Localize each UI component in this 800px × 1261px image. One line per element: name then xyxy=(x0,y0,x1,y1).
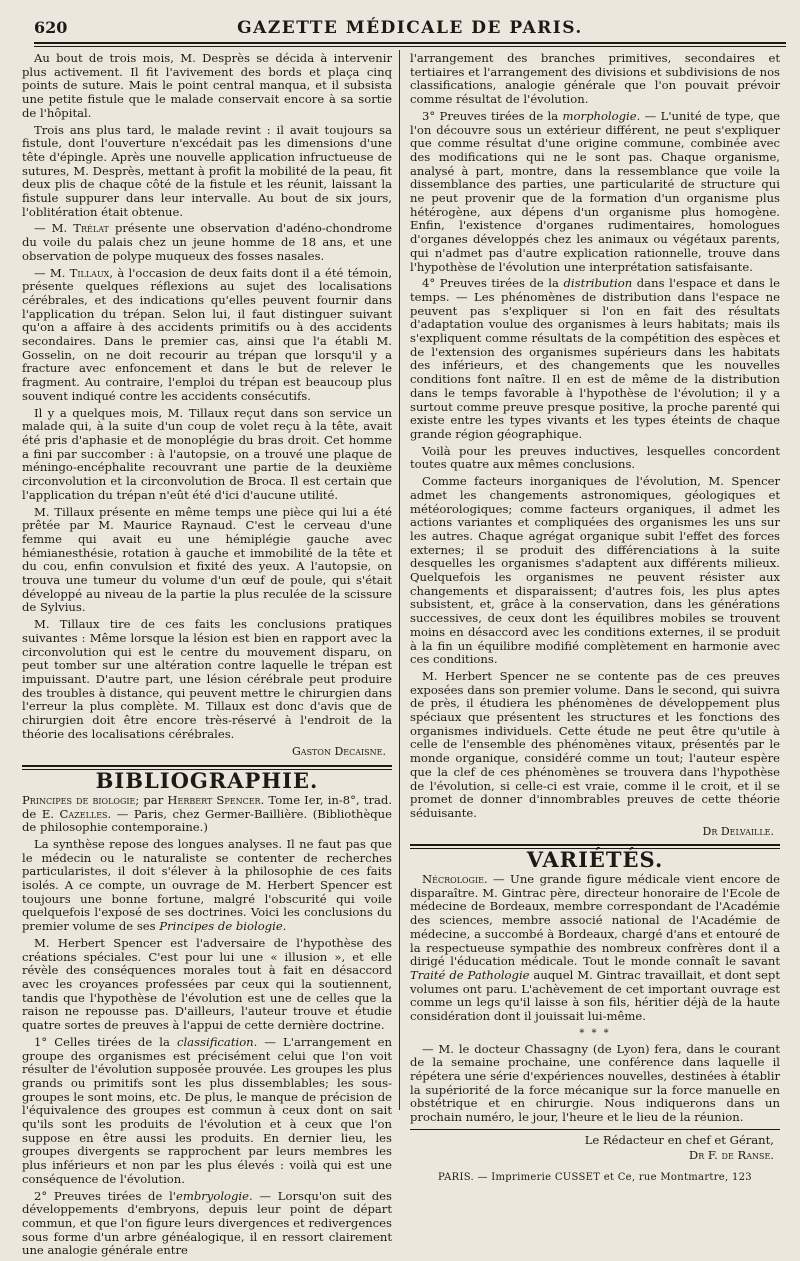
paragraph: Trois ans plus tard, le malade revint : il avait toujours sa fistule, dont l'ouverture n'excédait pas les dimensions d'une tête d'épingle. Après une nouvelle application infructueuse de sutures, M. Desprès, mettant à profit la mobilité de la peau, fit deux plis de chaque côté de la fistule et les réunit, laissant la fistule suppurer dans leur intervalle. Au bout de six jours, l'oblitération était obtenue. xyxy=(22,122,392,219)
paragraph xyxy=(22,838,392,934)
paragraph: Voilà pour les preuves inductives, lesquelles concordent toutes quatre aux mêmes conclusions. xyxy=(410,443,780,472)
paragraph: — M. Trélat présente une observation d'adéno-chondrome du voile du palais chez un jeune homme de 18 ans, et une observation de polype muqueux des fosses nasales. xyxy=(22,221,393,263)
paragraph-text: 4° Preuves tirées de la xyxy=(422,276,564,291)
paragraph-text: — L'unité de type, que l'on découvre sous un extérieur différent, ne peut s'expliquer que comme résultat d'une origine commune, combinée avec des modifications qui ne le sont pas. Chaque organisme, analysé à part, montre, dans la ressemblance que voile la dissemblance des parties, une particularité de structure qui ne peut provenir que de la formation d'un organisme plus hétérogène, aux dépens d'un organisme plus homogène. Enfin, l'existence d'organes rudimentaires, homologues d'organes développés chez les animaux ou végétaux parents, qui n'admet pas d'autre explication rationnelle, trouve dans l'hypothèse de l'évolution une interprétation satisfaisante. xyxy=(410,108,780,274)
paragraph xyxy=(410,110,780,274)
paragraph-text: 2° Preuves tirées de l' xyxy=(34,1188,176,1203)
paragraph-text: dans l'espace et dans le temps. — Les phénomènes de distribution dans l'espace ne peuvent pas s'expliquer si l'on en fait des résultats d'adaptation voulue des organismes à leurs habitats; mais ils s'expliquent comme résultats de la compétition des espèces et de l'extension des organismes supérieurs dans les habitats des inférieurs, et des changements que les nouvelles conditions font naître. Il en est de même de la distribution dans le temps favorable à l'hypothèse de l'évolution; il y a surtout comme preuve presque positive, la proche parenté qui existe entre les types vivants et les types éteints de chaque grande région géographique. xyxy=(410,276,780,441)
book-title: Principes de biologie xyxy=(22,792,136,807)
paragraph xyxy=(410,277,780,441)
editor-line: Le Rédacteur en chef et Gérant, xyxy=(584,1132,774,1147)
paragraph-text: auquel M. Gintrac travaillait, et dont sept volumes ont paru. L'achèvement de cet important ouvrage est comme un legs qu'il laisse à son fils, héritier déjà de la haute considération dont il jouissait lui-même. xyxy=(410,968,780,1024)
paragraph: — M. le docteur Chassagny (de Lyon) fera, dans le courant de la semaine prochaine, une conférence dans laquelle il répétera une série d'expériences nouvelles, destinées à établir la supériorité de la force mécanique sur la force manuelle en obstétrique et en chirurgie. Nous indiquerons dans un prochain numéro, le jour, l'heure et le lieu de la réunion. xyxy=(410,1041,780,1125)
asterism: * * * xyxy=(579,1027,611,1039)
rubric-label: Nécrologie. xyxy=(422,872,488,887)
paragraph xyxy=(22,1190,392,1259)
journal-title: GAZETTE MÉDICALE DE PARIS. xyxy=(237,18,583,38)
paragraph: Au bout de trois mois, M. Desprès se décida à intervenir plus activement. Il fit l'avivement des bords et plaça cinq points de suture. Mais le point central manqua, et il subsista une petite fistule que le malade conservait encore à sa sortie de l'hôpital. xyxy=(22,51,392,120)
book-author: Herbert Spencer xyxy=(167,792,261,807)
person-name: M. Tillaux, xyxy=(49,265,114,280)
term-italic: morphologie. xyxy=(562,108,641,123)
ref-text: . Tome Ier, in-8°, trad. de xyxy=(22,792,393,821)
author-signature: Dr Delvaille. xyxy=(702,824,774,838)
paragraph-text: présente une observation d'adéno-chondrome du voile du palais chez un jeune homme de 18 ans, et une observation de polype muqueux des fosses nasales. xyxy=(22,221,393,263)
paragraph-text: La synthèse repose des longues analyses. Il ne faut pas que le médecin ou le naturaliste se contenter de recherches particularistes, il doit s'élever à la philosophie de ces faits isolés. A ce compte, un ouvrage de M. Herbert Spencer est toujours une bonne fortune, malgré l'obscurité qui voile quelquefois l'exposé de ses doctrines. Voici les conclusions du premier volume de ses xyxy=(22,836,392,934)
term-italic: embryologie. xyxy=(175,1188,253,1203)
page-header xyxy=(34,16,786,40)
paragraph-text: 3° Preuves tirées de la xyxy=(422,108,563,123)
author-signature: Gaston Decaisne. xyxy=(292,745,386,759)
printer-imprint: PARIS. — Imprimerie CUSSET et Ce, rue Montmartre, 123 xyxy=(438,1172,752,1184)
paragraph-text: — Une grande figure médicale vient encore de disparaître. M. Gintrac père, directeur honoraire de l'Ecole de médecine de Bordeaux, membre correspondant de l'Académie des sciences, membre associé national de l'Académie de médecine, a succombé à Bordeaux, chargé d'ans et entouré de la respectueuse sympathie des nombreux confrères dont il a dirigé l'éducation médicale. Tout le monde connaît le savant xyxy=(410,872,780,969)
paragraph-text: — L'arrangement en groupe des organismes est précisément celui que l'on voit résulter de l'évolution supposée prouvée. Les groupes les plus grands ou primitifs sont les plus dissemblables; les sous-groupes le sont moins, etc. De plus, le manque de précision de l'équivalence des groupes est commun à ceux dont on sait qu'ils sont les produits de l'évolution et à ceux que l'on suppose en être aussi les produits. En dernier lieu, les groupes divergents se rapprochent par leurs membres les plus inférieurs et non par les plus élevés : voilà qui est une conséquence de l'évolution. xyxy=(22,1034,392,1186)
editor-name: Dr F. de Ranse. xyxy=(688,1148,774,1163)
ref-text: . — Paris, chez Germer-Baillière. (Bibliothèque de philosophie contemporaine.) xyxy=(22,806,392,835)
term-italic: classification. xyxy=(176,1034,258,1049)
ref-text: ; par xyxy=(135,792,168,807)
section-title-bibliographie: BIBLIOGRAPHIE. xyxy=(95,768,319,794)
book-title-italic: Principes de biologie. xyxy=(159,919,287,934)
column-divider xyxy=(399,50,400,1110)
book-translator: E. Cazelles xyxy=(41,806,108,821)
header-rule xyxy=(34,42,786,47)
paragraph: Comme facteurs inorganiques de l'évolution, M. Spencer admet les changements astronomiques, géologiques et météorologiques; comme facteurs organiques, il admet les actions variantes et compliquées des organismes les uns sur les autres. Chaque agrégat organique subit l'effet des forces externes; il se produit des différenciations à la suite desquelles les organismes s'adaptent aux différents milieux. Quelquefois les organismes ne peuvent résister aux changements et disparaissent; d'autres fois, les plus aptes subsistent, et, grâce à la conservation, dans les générations successives, de ceux dont les équilibres mobiles se trouvent moins en désaccord avec les conditions externes, il se produit à la fin un équilibre modifié complètement en harmonie avec ces conditions. xyxy=(410,474,780,667)
paragraph: M. Tillaux tire de ces faits les conclusions pratiques suivantes : Même lorsque la lésion est bien en rapport avec la circonvolution qui est le centre du mouvement disparu, on peut tomber sur une altération contre laquelle le trépan est impuissant. D'autre part, une lésion cérébrale peut produire des troubles à distance, qui peuvent mettre le chirurgien dans l'erreur la plus complète. M. Tillaux est donc d'avis que de chirurgien doit être encore très-réservé à l'endroit de la théorie des localisations cérébrales. xyxy=(22,617,392,741)
paragraph xyxy=(22,1036,392,1187)
book-reference xyxy=(22,794,392,835)
left-column xyxy=(22,52,392,1261)
term-italic: distribution xyxy=(563,276,633,291)
paragraph: M. Herbert Spencer ne se contente pas de ces preuves exposées dans son premier volume. Dans le second, qui suivra de près, il étudiera les phénomènes de développement plus spéciaux que présentent les structures et les fonctions des organismes individuels. Cette étude ne peut être qu'utile à celle de l'ensemble des phénomènes vitaux, présentés par le monde organique, considéré comme un tout; l'auteur espère que la clef de ces phénomènes se trouvera dans l'hypothèse de l'évolution, si celle-ci est vraie, comme il le croit, et il se promet de donner d'innombrables preuves de cette théorie séduisante. xyxy=(410,668,780,820)
person-name: M. Trélat xyxy=(51,221,109,236)
book-title-italic: Traité de Pathologie xyxy=(410,968,530,982)
paragraph-text: à l'occasion de deux faits dont il a été témoin, présente quelques réflexions au sujet des localisations cérébrales, et des indications qu'elles peuvent fournir dans l'application du trépan. Selon lui, il faut distinguer suivant qu'on a affaire à des accidents primitifs ou à des accidents secondaires. Dans le premier cas, ainsi que l'a établi M. Gosselin, on ne doit recourir au trépan que lorsqu'il y a fracture avec enfoncement et dans le but de relever le fragment. Au contraire, l'emploi du trépan est beaucoup plus souvent indiqué contre les accidents consécutifs. xyxy=(22,265,393,403)
paragraph-text: 1° Celles tirées de la xyxy=(34,1034,177,1049)
paragraph: Il y a quelques mois, M. Tillaux reçut dans son service un malade qui, à la suite d'un coup de volet reçu à la tête, avait été pris d'aphasie et de monoplégie du bras droit. Cet homme a fini par succomber : à l'autopsie, on a trouvé une plaque de méningo-encéphalite recouvrant une partie de la deuxième circonvolution et la circonvolution de Broca. Il est certain que l'application du trépan n'eût été d'ici d'aucune utilité. xyxy=(22,405,392,502)
page-number: 620 xyxy=(34,18,68,37)
paragraph: l'arrangement des branches primitives, secondaires et tertiaires et l'arrangement des divisions et subdivisions de nos classifications, analogie générale que l'on pouvait prévoir comme résultat de l'évolution. xyxy=(410,51,780,107)
closing-rule xyxy=(410,1129,780,1130)
paragraph: M. Tillaux présente en même temps une pièce qui lui a été prêtée par M. Maurice Raynaud. C'est le cerveau d'une femme qui avait eu une hémiplégie gauche avec hémianesthésie, rotation à gauche et immobilité de la tête et du cou, enfin convulsion et fixité des yeux. A l'autopsie, on trouva une tumeur du volume d'un œuf de poule, qui s'était développé au niveau de la partie la plus reculée de la scissure de Sylvius. xyxy=(22,504,392,615)
paragraph: M. Herbert Spencer est l'adversaire de l'hypothèse des créations spéciales. C'est pour lui une « illusion », et elle révèle des conséquences morales tout à fait en désaccord avec les croyances professées par ceux qui la soutiennent, tandis que l'hypothèse de l'évolution est une de celles que la raison ne repousse pas. D'ailleurs, l'auteur trouve et étudie quatre sortes de preuves à l'appui de cette dernière doctrine. xyxy=(22,935,392,1033)
section-title-varietes: VARIÉTÉS. xyxy=(526,847,664,873)
right-column xyxy=(410,52,780,1188)
paragraph-text: — Lorsqu'on suit des développements d'embryons, depuis leur point de départ commun, et que l'on figure leurs divergences et redivergences sous forme d'un arbre généalogique, il en ressort clairement une analogie générale entre xyxy=(22,1188,392,1258)
paragraph xyxy=(410,873,780,1024)
paragraph: — M. Tillaux, à l'occasion de deux faits dont il a été témoin, présente quelques réflexions au sujet des localisations cérébrales, et des indications qu'elles peuvent fournir dans l'application du trépan. Selon lui, il faut distinguer suivant qu'on a affaire à des accidents primitifs ou à des accidents secondaires. Dans le premier cas, ainsi que l'a établi M. Gosselin, on ne doit recourir au trépan que lorsqu'il y a fracture avec enfoncement et dans le but de relever le fragment. Au contraire, l'emploi du trépan est beaucoup plus souvent indiqué contre les accidents consécutifs. xyxy=(22,265,393,403)
